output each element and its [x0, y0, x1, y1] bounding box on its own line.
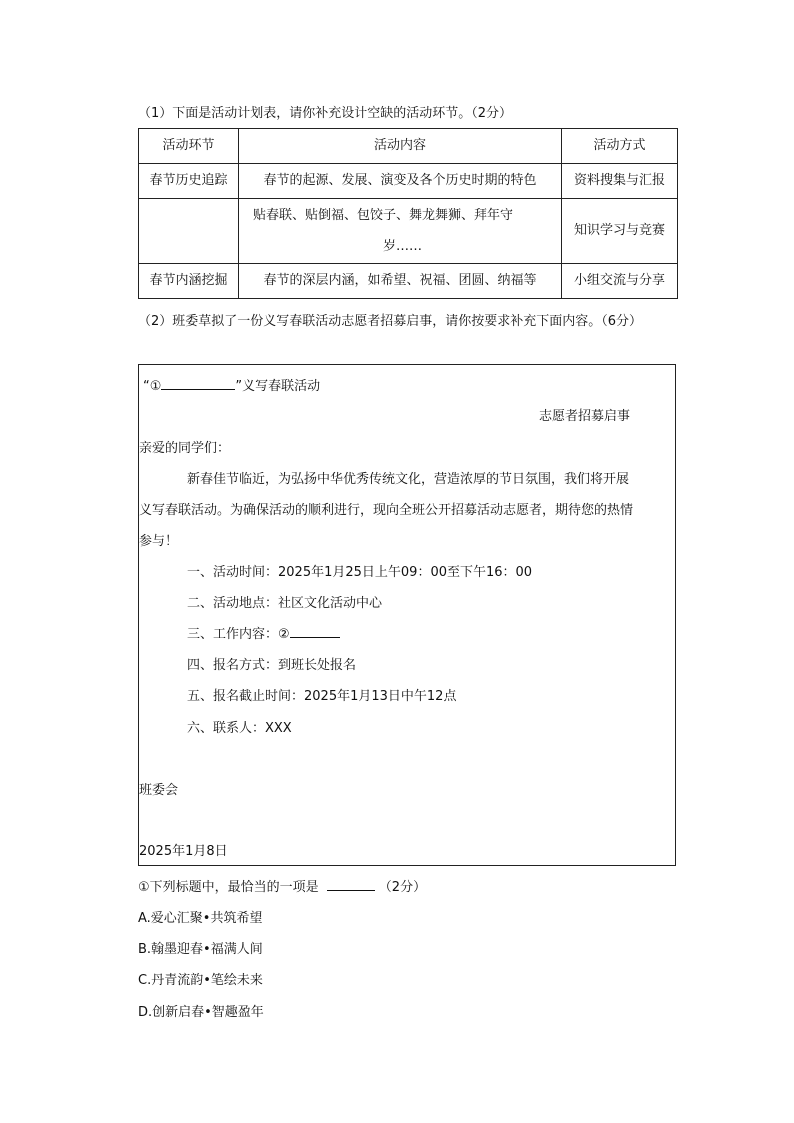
- notice-item-label: 三、工作内容：②: [187, 627, 290, 642]
- option-b: B.翰墨迎春•福满人间: [138, 942, 263, 957]
- option-d: D.创新启春•智趣盈年: [138, 1005, 264, 1020]
- table-header-cell: 活动内容: [239, 129, 562, 164]
- table-cell: 春节的深层内涵，如希望、祝福、团圆、纳福等: [239, 264, 562, 299]
- question-2-title: （2）班委草拟了一份义写春联活动志愿者招募启事，请你按要求补充下面内容。（6分）: [138, 314, 643, 329]
- table-cell-blank: [139, 199, 239, 264]
- stem-suffix: （2分）: [378, 880, 427, 895]
- notice-item: 二、活动地点：社区文化活动中心: [187, 596, 383, 611]
- notice-item: 一、活动时间：2025年1月25日上午09：00至下午16：00: [187, 565, 533, 580]
- table-cell-line: 岁……: [383, 239, 423, 254]
- answer-blank: [327, 877, 375, 891]
- table-header-cell: 活动方式: [562, 129, 678, 164]
- notice-item: 四、报名方式：到班长处报名: [187, 658, 357, 673]
- notice-item-work-content: [187, 623, 340, 642]
- table-row: [139, 199, 678, 264]
- table-cell: 知识学习与竞赛: [562, 199, 678, 264]
- notice-subheading: 志愿者招募启事: [539, 409, 631, 424]
- notice-item: 五、报名截止时间：2025年1月13日中午12点: [187, 689, 457, 704]
- question-1-title: （1）下面是活动计划表，请你补充设计空缺的活动环节。（2分）: [138, 106, 513, 121]
- table-cell-line: 贴春联、贴倒福、包饺子、舞龙舞狮、拜年守: [253, 208, 514, 223]
- table-header-row: [139, 129, 678, 164]
- notice-body-line: 义写春联活动。为确保活动的顺利进行，现向全班公开招募活动志愿者，期待您的热情: [139, 503, 634, 518]
- table-row: [139, 264, 678, 299]
- notice-date: 2025年1月8日: [139, 844, 228, 859]
- notice-heading-prefix: “①: [143, 379, 162, 394]
- notice-item: 六、联系人：XXX: [187, 721, 292, 736]
- option-c: C.丹青流韵•笔绘未来: [138, 973, 263, 988]
- table-header-cell: 活动环节: [139, 129, 239, 164]
- notice-body-line: 参与！: [139, 534, 179, 549]
- stem-prefix: ①下列标题中，最恰当的一项是: [138, 880, 319, 895]
- table-cell: 春节的起源、发展、演变及各个历史时期的特色: [239, 164, 562, 199]
- notice-heading-suffix: ”义写春联活动: [235, 379, 321, 394]
- option-a: A.爱心汇聚•共筑希望: [138, 911, 263, 926]
- work-content-blank: [290, 624, 340, 638]
- notice-signature: 班委会: [139, 783, 179, 798]
- table-row: [139, 164, 678, 199]
- notice-body-line: 新春佳节临近，为弘扬中华优秀传统文化，营造浓厚的节日氛围，我们将开展: [187, 472, 630, 487]
- notice-heading: [143, 375, 320, 394]
- table-cell: 资料搜集与汇报: [562, 164, 678, 199]
- activity-plan-table: [138, 128, 678, 299]
- table-cell: 春节历史追踪: [139, 164, 239, 199]
- notice-greeting: 亲爱的同学们：: [139, 441, 231, 456]
- table-cell: 春节内涵挖掘: [139, 264, 239, 299]
- table-cell-multiline: [239, 199, 562, 264]
- table-cell: 小组交流与分享: [562, 264, 678, 299]
- question-3-stem: [138, 876, 426, 895]
- notice-heading-blank: [161, 376, 235, 390]
- recruitment-notice-box: [138, 364, 676, 866]
